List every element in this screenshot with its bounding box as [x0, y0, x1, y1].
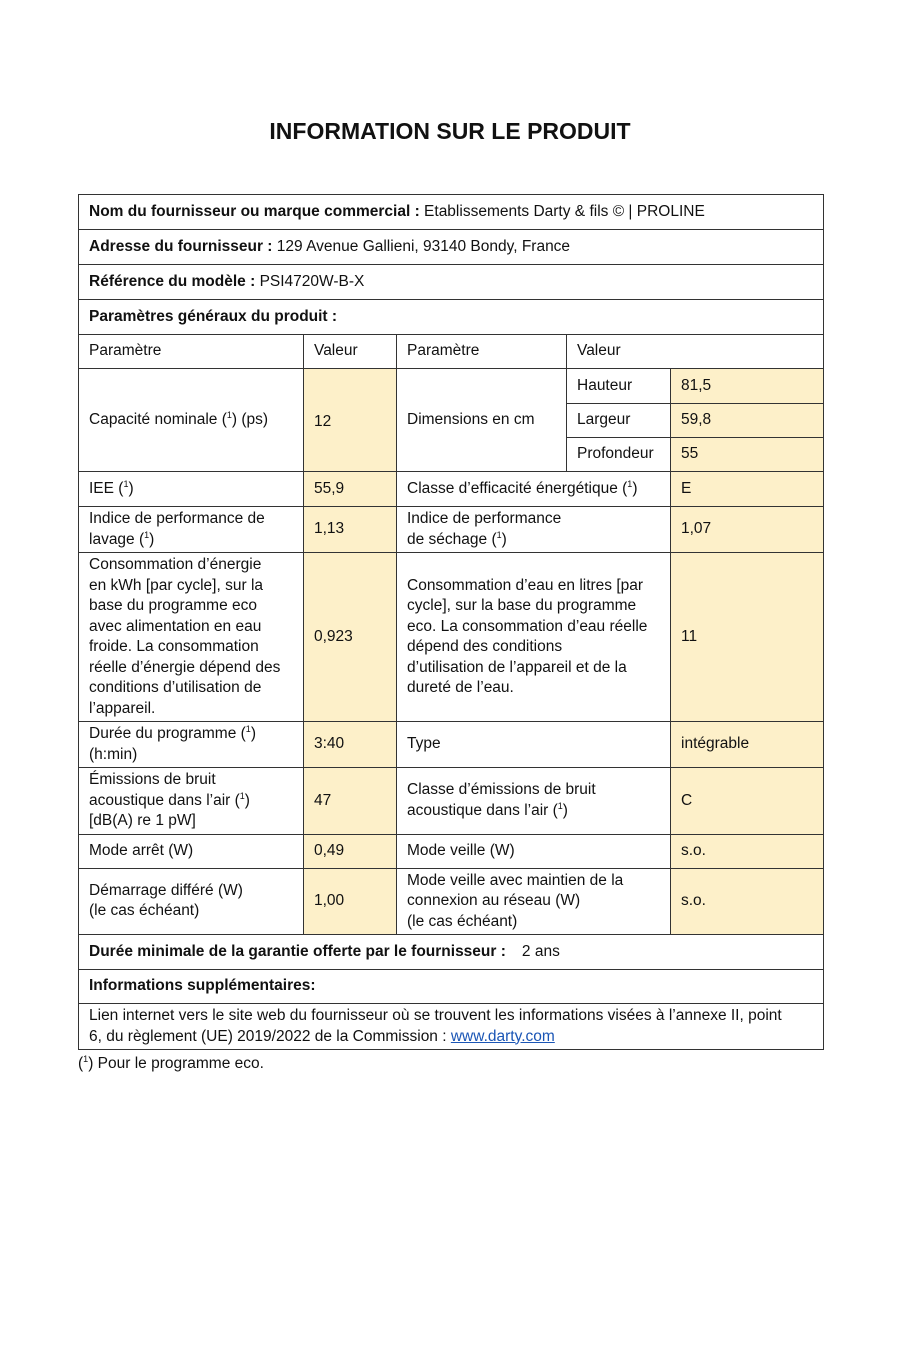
capacity-label: Capacité nominale ($^1$) (ps): [79, 369, 304, 472]
duration-row: [79, 722, 824, 768]
supplier-row: [79, 195, 824, 230]
extra-text-row: [79, 1004, 824, 1050]
off-mode-value: 0,49: [304, 834, 397, 868]
width-label: Largeur: [567, 404, 671, 438]
wash-perf-label: Indice de performance de lavage ($^1$): [79, 507, 304, 553]
standby-label: Mode veille (W): [397, 834, 671, 868]
address-value: 129 Avenue Gallieni, 93140 Bondy, France: [276, 237, 571, 255]
dry-perf-value: 1,07: [671, 507, 824, 553]
wash-perf-value: 1,13: [304, 507, 397, 553]
warranty-row: [79, 935, 824, 970]
energy-consumption-value: 0,923: [304, 553, 397, 722]
product-info-table: [78, 194, 824, 1050]
duration-label: Durée du programme ($^1$) (h:min): [79, 722, 304, 768]
depth-label: Profondeur: [567, 438, 671, 472]
general-label: Paramètres généraux du produit :: [79, 300, 824, 335]
iee-label: IEE ($^1$): [79, 472, 304, 507]
delay-value: 1,00: [304, 868, 397, 935]
supplier-value: Etablissements Darty & fils © | PROLINE: [424, 202, 705, 220]
height-label: Hauteur: [567, 369, 671, 404]
dry-perf-label: Indice de performance de séchage ($^1$): [397, 507, 671, 553]
noise-class-label: Classe d’émissions de bruit acoustique dans l’air ($^1$): [397, 768, 671, 835]
water-consumption-label: Consommation d’eau en litres [par cycle], sur la base du programme eco. La consommation d’eau réelle dépend des conditions d’utilisation de l’appareil et de la dureté de l’eau.: [397, 553, 671, 722]
standby-value: s.o.: [671, 834, 824, 868]
energy-class-label: Classe d’efficacité énergétique ($^1$): [397, 472, 671, 507]
noise-row: [79, 768, 824, 835]
noise-class-value: C: [671, 768, 824, 835]
iee-row: [79, 472, 824, 507]
footnote: ($^1$) Pour le programme eco.: [78, 1053, 264, 1072]
address-label: Adresse du fournisseur :: [89, 237, 273, 255]
general-row: [79, 300, 824, 335]
address-row: [79, 230, 824, 265]
darty-link[interactable]: www.darty.com: [450, 1027, 555, 1045]
networked-standby-value: s.o.: [671, 868, 824, 935]
header-param-2: Paramètre: [397, 335, 567, 369]
warranty-value: 2 ans: [521, 942, 560, 960]
consumption-row: [79, 553, 824, 722]
height-value: 81,5: [671, 369, 824, 404]
model-row: [79, 265, 824, 300]
noise-label: Émissions de bruit acoustique dans l’air ($^1$) [dB(A) re 1 pW]: [79, 768, 304, 835]
energy-consumption-label: Consommation d’énergie en kWh [par cycle], sur la base du programme eco avec alimentation en eau froide. La consommation réelle d’énergie dépend des conditions d’utilisation de l’appareil.: [79, 553, 304, 722]
energy-class-value: E: [671, 472, 824, 507]
duration-value: 3:40: [304, 722, 397, 768]
off-mode-label: Mode arrêt (W): [79, 834, 304, 868]
iee-value: 55,9: [304, 472, 397, 507]
warranty-label: Durée minimale de la garantie offerte par le fournisseur :: [89, 942, 506, 960]
off-mode-row: [79, 834, 824, 868]
model-label: Référence du modèle :: [89, 272, 256, 290]
capacity-value: 12: [304, 369, 397, 472]
header-value-1: Valeur: [304, 335, 397, 369]
header-value-2: Valeur: [567, 335, 824, 369]
header-row: [79, 335, 824, 369]
dimensions-label: Dimensions en cm: [397, 369, 567, 472]
type-label: Type: [397, 722, 671, 768]
page-title: INFORMATION SUR LE PRODUIT: [269, 118, 631, 144]
delay-label: Démarrage différé (W) (le cas échéant): [79, 868, 304, 935]
supplier-label: Nom du fournisseur ou marque commercial :: [89, 202, 420, 220]
delay-row: [79, 868, 824, 935]
extra-label: Informations supplémentaires:: [79, 970, 824, 1004]
networked-standby-label: Mode veille avec maintien de la connexion au réseau (W) (le cas échéant): [397, 868, 671, 935]
water-consumption-value: 11: [671, 553, 824, 722]
model-value: PSI4720W-B-X: [259, 272, 365, 290]
type-value: intégrable: [671, 722, 824, 768]
performance-row: [79, 507, 824, 553]
width-value: 59,8: [671, 404, 824, 438]
header-param-1: Paramètre: [79, 335, 304, 369]
extra-row: [79, 970, 824, 1004]
extra-text: Lien internet vers le site web du fournisseur où se trouvent les informations visées à l’annexe II, point 6, du règlement (UE) 2019/2022 de la Commission : www.darty.com: [79, 1004, 824, 1050]
depth-value: 55: [671, 438, 824, 472]
capacity-row: [79, 369, 824, 404]
noise-value: 47: [304, 768, 397, 835]
